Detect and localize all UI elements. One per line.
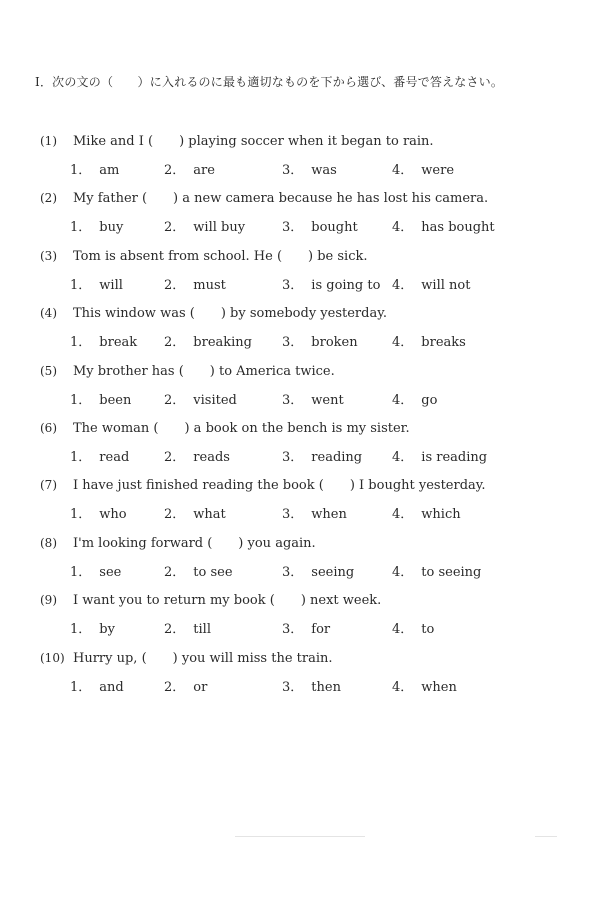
choice-number: 4． <box>392 392 414 408</box>
choice-text: been <box>99 392 132 408</box>
choice-text: will <box>99 277 123 293</box>
question-text: The woman ( ) a book on the bench is my sister. <box>73 420 410 436</box>
choice-number: 2． <box>164 392 186 408</box>
choice-option <box>392 274 470 293</box>
choice-number: 4． <box>392 449 414 465</box>
question-text: This window was ( ) by somebody yesterday. <box>73 306 387 322</box>
choice-option <box>164 503 226 522</box>
choice-text: am <box>99 163 120 178</box>
choice-number: 3． <box>282 622 304 638</box>
choice-option <box>70 159 119 178</box>
choice-number: 4． <box>392 507 414 523</box>
choice-option <box>70 216 123 235</box>
choice-number: 2． <box>164 622 186 638</box>
choice-option <box>70 503 127 522</box>
question-text: I'm looking forward ( ) you again. <box>73 535 316 551</box>
question-number: (8) <box>40 535 57 550</box>
choice-number: 4． <box>392 163 414 178</box>
choice-option <box>392 389 437 408</box>
choice-text: to see <box>193 564 233 580</box>
question-list <box>40 130 560 704</box>
choice-number: 4． <box>392 335 414 351</box>
choice-number: 1． <box>70 564 92 580</box>
choice-number: 3． <box>282 277 304 293</box>
choice-text: are <box>193 163 215 178</box>
choice-option <box>70 561 121 580</box>
choice-number: 4． <box>392 277 414 293</box>
question-line <box>40 130 434 149</box>
choice-text: for <box>311 622 331 638</box>
choice-option <box>282 446 362 465</box>
choice-number: 2． <box>164 220 186 236</box>
question-item <box>40 360 560 417</box>
choice-number: 2． <box>164 679 186 695</box>
choice-number: 1． <box>70 507 92 523</box>
choice-text: buy <box>99 220 124 236</box>
choice-number: 1． <box>70 679 92 695</box>
choice-option <box>70 676 124 695</box>
question-item <box>40 302 560 359</box>
choice-number: 2． <box>164 277 186 293</box>
choice-text: breaking <box>193 335 252 351</box>
choice-number: 3． <box>282 449 304 465</box>
choice-option <box>392 446 487 465</box>
question-item <box>40 417 560 474</box>
question-line <box>40 647 333 666</box>
choice-text: reads <box>193 449 230 465</box>
choice-text: till <box>193 622 211 638</box>
choice-text: when <box>311 507 347 523</box>
choice-option <box>282 389 344 408</box>
choice-option <box>164 331 252 350</box>
choice-text: what <box>193 507 226 523</box>
choice-option <box>282 503 347 522</box>
choice-option <box>70 618 115 637</box>
choice-text: which <box>421 507 461 523</box>
choice-number: 3． <box>282 564 304 580</box>
choice-option <box>392 561 481 580</box>
question-number: (1) <box>40 134 57 148</box>
choice-option <box>164 216 245 235</box>
choice-text: when <box>421 679 457 695</box>
question-text: My brother has ( ) to America twice. <box>73 363 335 379</box>
question-line <box>40 474 486 493</box>
choice-option <box>164 389 237 408</box>
choice-number: 1． <box>70 392 92 408</box>
choice-number: 3． <box>282 392 304 408</box>
choice-text: who <box>99 507 127 523</box>
choice-text: or <box>193 679 208 695</box>
question-item <box>40 474 560 531</box>
choice-option <box>392 216 495 235</box>
choice-text: visited <box>193 392 237 408</box>
question-number: (9) <box>40 593 57 608</box>
choice-number: 1． <box>70 277 92 293</box>
choice-option <box>392 503 461 522</box>
question-item <box>40 589 560 646</box>
question-text: My father ( ) a new camera because he has lost his camera. <box>73 191 489 207</box>
choice-text: has bought <box>421 220 495 236</box>
choice-text: was <box>311 163 337 178</box>
choice-text: is going to <box>311 277 381 293</box>
choice-number: 1． <box>70 163 92 178</box>
choice-text: were <box>421 163 455 178</box>
choice-number: 3． <box>282 163 304 178</box>
choice-text: break <box>99 335 138 351</box>
question-line <box>40 245 368 264</box>
choice-option <box>70 274 123 293</box>
choice-number: 4． <box>392 622 414 638</box>
choice-number: 2． <box>164 507 186 523</box>
choice-option <box>164 618 211 637</box>
choice-option <box>392 676 457 695</box>
choice-option <box>70 446 129 465</box>
question-number: (5) <box>40 363 57 378</box>
scan-artifact <box>535 836 557 837</box>
choice-text: read <box>99 449 130 465</box>
choice-option <box>164 561 233 580</box>
choice-number: 1． <box>70 449 92 465</box>
choice-text: breaks <box>421 335 466 351</box>
question-line <box>40 360 335 379</box>
choice-text: will not <box>421 277 471 293</box>
question-number: (4) <box>40 306 57 321</box>
question-line <box>40 589 381 608</box>
choice-number: 3． <box>282 679 304 695</box>
choice-option <box>70 331 137 350</box>
question-text: Mike and I ( ) playing soccer when it began to rain. <box>73 134 434 149</box>
choice-option <box>70 389 131 408</box>
choice-number: 1． <box>70 335 92 351</box>
question-line <box>40 302 387 321</box>
choice-number: 2． <box>164 335 186 351</box>
choice-option <box>392 618 434 637</box>
choice-text: go <box>421 392 438 408</box>
question-item <box>40 130 560 187</box>
question-item <box>40 187 560 244</box>
choice-option <box>282 159 337 178</box>
choice-option <box>164 159 215 178</box>
choice-number: 1． <box>70 220 92 236</box>
choice-number: 2． <box>164 564 186 580</box>
choice-number: 2． <box>164 163 186 178</box>
question-item <box>40 647 560 704</box>
choice-option <box>282 561 354 580</box>
choice-option <box>164 676 207 695</box>
question-number: (7) <box>40 478 57 493</box>
choice-text: went <box>311 392 344 408</box>
choice-text: by <box>99 622 115 638</box>
question-line <box>40 532 316 551</box>
question-number: (6) <box>40 420 57 435</box>
choice-option <box>282 676 341 695</box>
choice-number: 3． <box>282 220 304 236</box>
question-number: (3) <box>40 248 57 263</box>
question-item <box>40 245 560 302</box>
choice-option <box>164 274 226 293</box>
choice-text: will buy <box>193 220 246 236</box>
choice-text: then <box>311 679 341 695</box>
choice-text: must <box>193 277 226 293</box>
question-text: I want you to return my book ( ) next week. <box>73 593 382 609</box>
choice-number: 3． <box>282 335 304 351</box>
choice-text: bought <box>311 220 358 236</box>
choice-text: reading <box>311 449 363 465</box>
choice-text: and <box>99 679 124 695</box>
choice-option <box>392 331 466 350</box>
choice-number: 4． <box>392 679 414 695</box>
choice-option <box>392 159 454 178</box>
choice-number: 3． <box>282 507 304 523</box>
choice-text: is reading <box>421 449 488 465</box>
choice-option <box>282 618 330 637</box>
question-item <box>40 532 560 589</box>
question-number: (10) <box>40 650 65 665</box>
choice-text: broken <box>311 335 358 351</box>
question-text: I have just finished reading the book ( ) I bought yesterday. <box>73 478 486 494</box>
choice-text: to seeing <box>421 564 482 580</box>
question-number: (2) <box>40 191 57 206</box>
choice-option <box>282 331 358 350</box>
choice-number: 1． <box>70 622 92 638</box>
choice-text: seeing <box>311 564 355 580</box>
choice-text: to <box>421 622 435 638</box>
instruction-text: Ⅰ．次の文の（ ）に入れるのに最も適切なものを下から選び、番号で答えなさい。 <box>35 75 504 89</box>
question-text: Hurry up, ( ) you will miss the train. <box>73 650 333 666</box>
question-line <box>40 187 488 206</box>
scan-artifact <box>235 836 365 837</box>
choice-number: 4． <box>392 220 414 236</box>
choice-number: 4． <box>392 564 414 580</box>
choice-number: 2． <box>164 449 186 465</box>
question-text: Tom is absent from school. He ( ) be sick. <box>73 248 368 264</box>
question-line <box>40 417 410 436</box>
choice-option <box>282 274 380 293</box>
choice-text: see <box>99 564 122 580</box>
choice-option <box>282 216 358 235</box>
choice-option <box>164 446 230 465</box>
